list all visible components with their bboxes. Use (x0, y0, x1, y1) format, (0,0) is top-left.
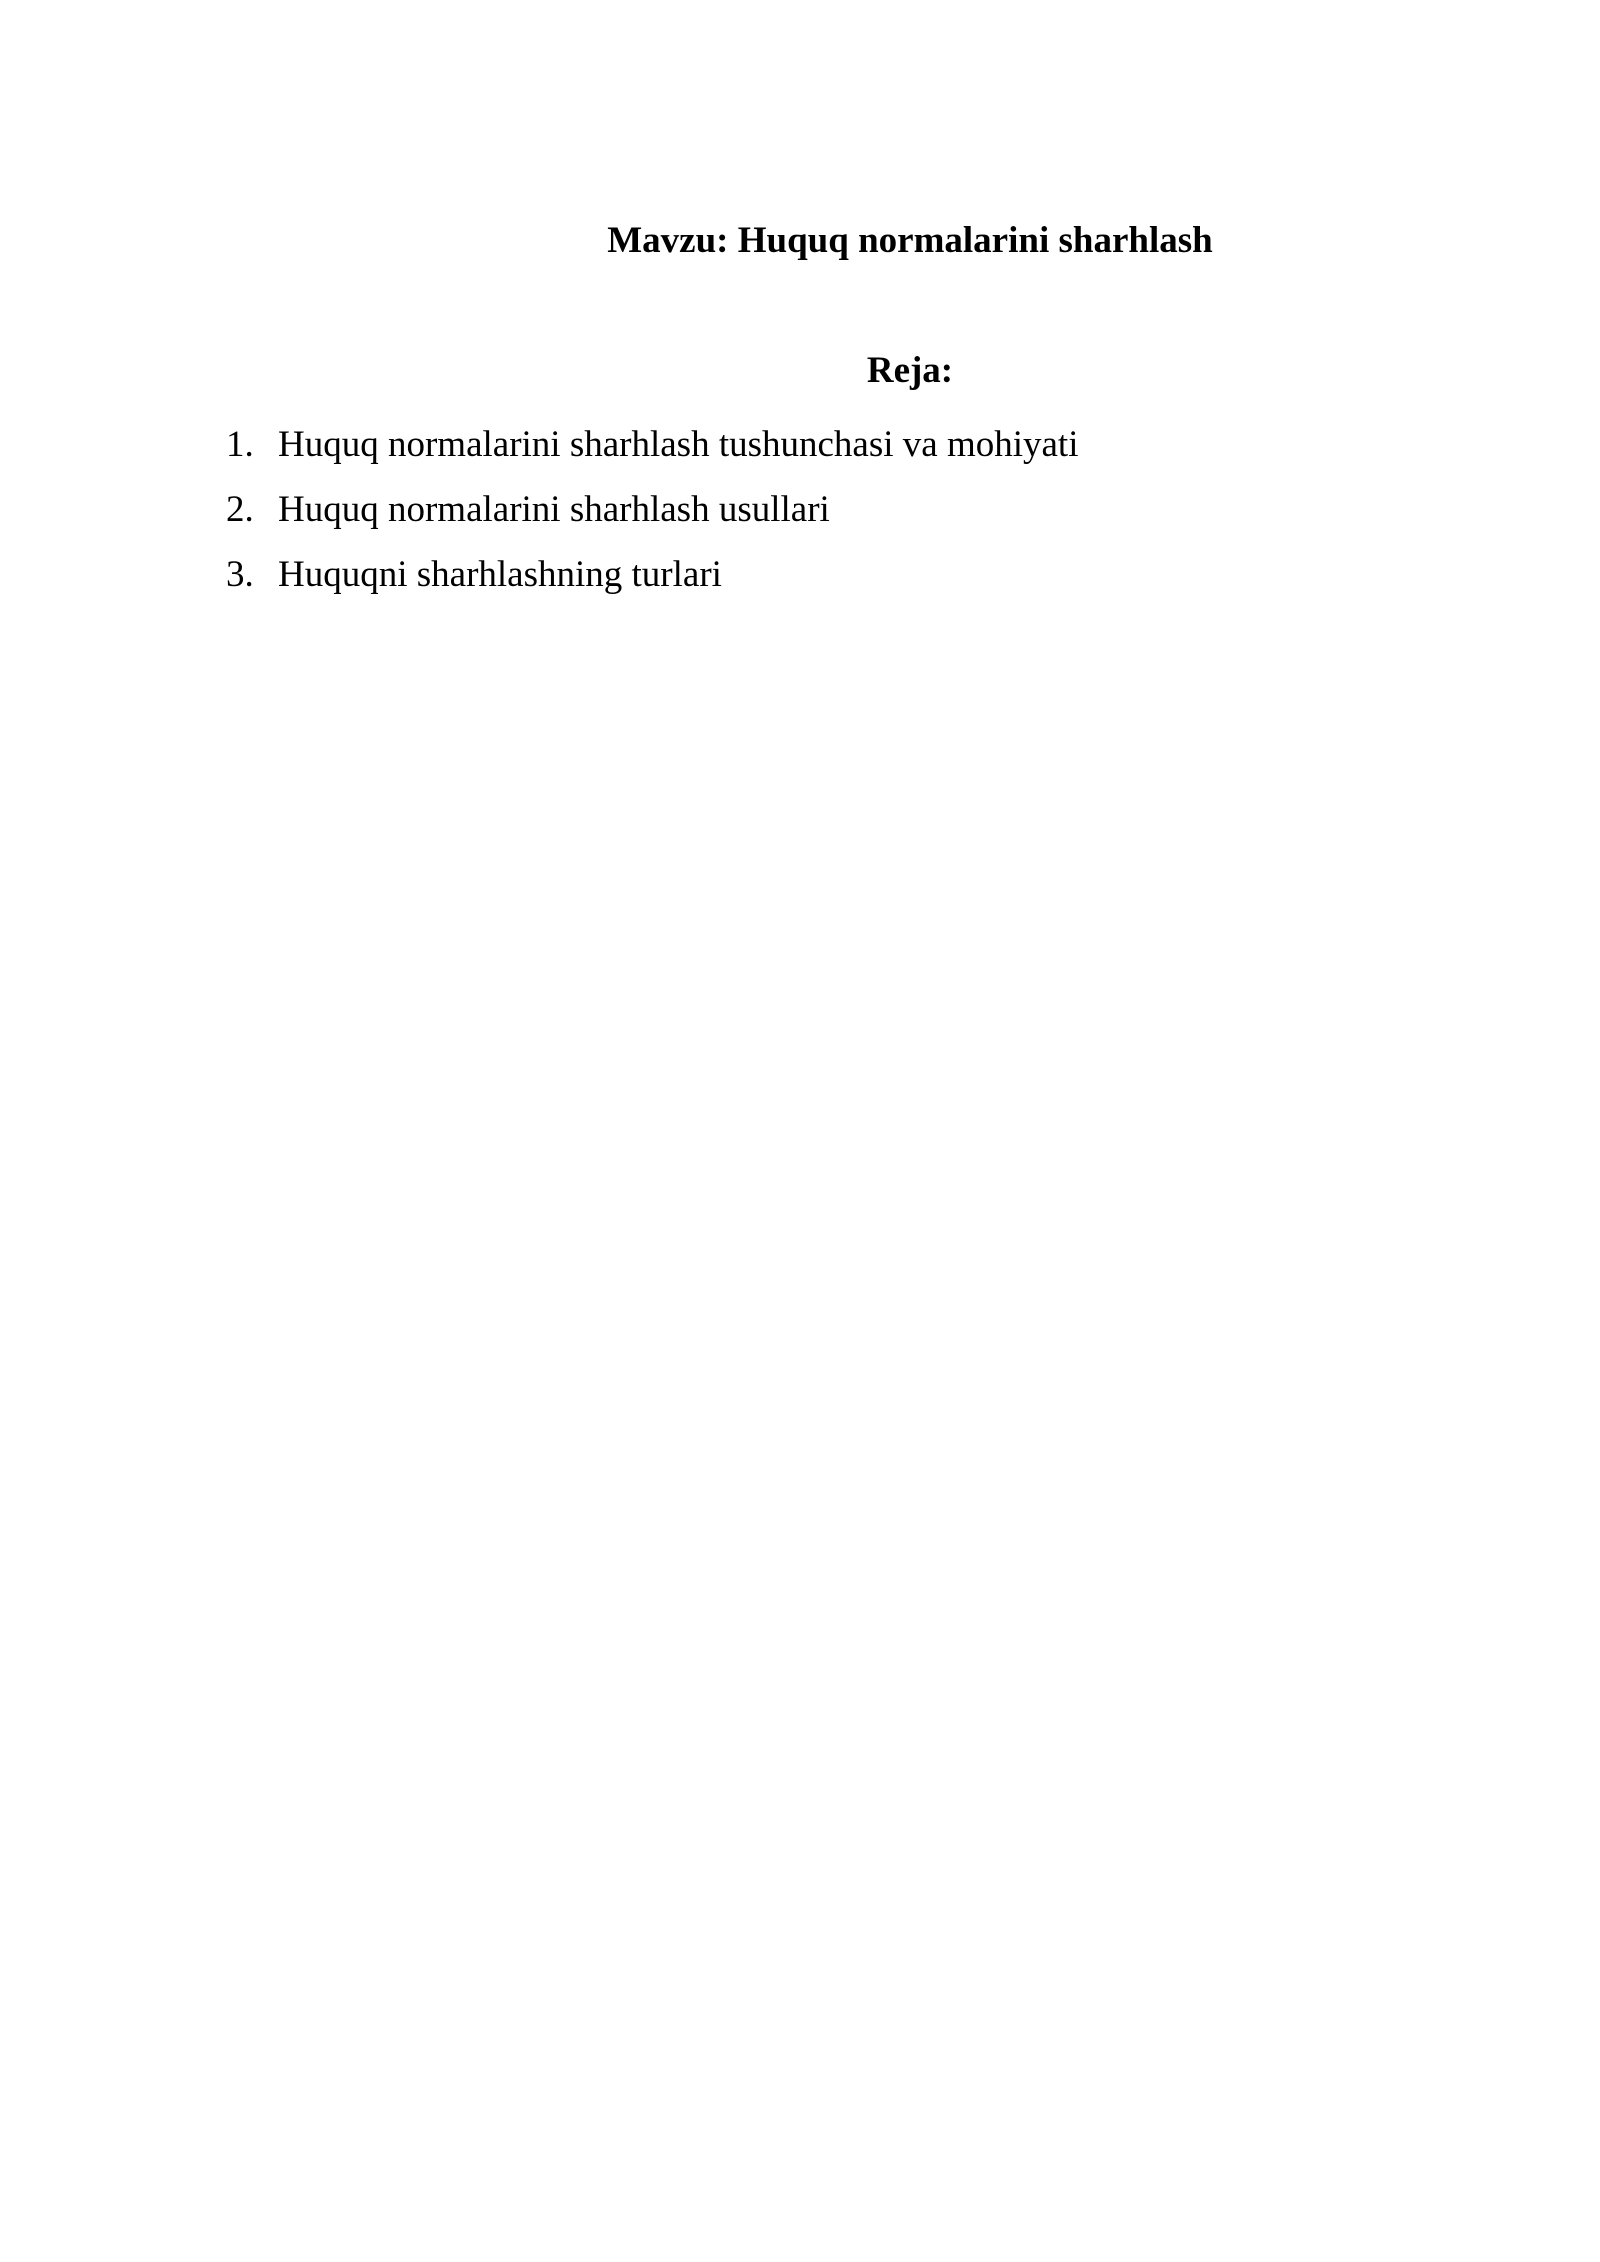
plan-heading: Reja: (866, 350, 954, 391)
plan-list (226, 412, 1079, 607)
document-title: Mavzu: Huquq normalarini sharhlash (607, 220, 1213, 261)
plan-item-text: Huquq normalarini sharhlash usullari (278, 489, 830, 530)
plan-item-3 (226, 542, 1079, 607)
plan-item-text: Huquq normalarini sharhlash tushunchasi va mohiyati (278, 424, 1079, 465)
plan-item-number: 1. (226, 424, 254, 465)
plan-item-text: Huquqni sharhlashning turlari (278, 554, 722, 595)
plan-item-number: 3. (226, 554, 254, 595)
plan-item-number: 2. (226, 489, 254, 530)
plan-item-1 (226, 412, 1079, 477)
plan-item-2 (226, 477, 1079, 542)
